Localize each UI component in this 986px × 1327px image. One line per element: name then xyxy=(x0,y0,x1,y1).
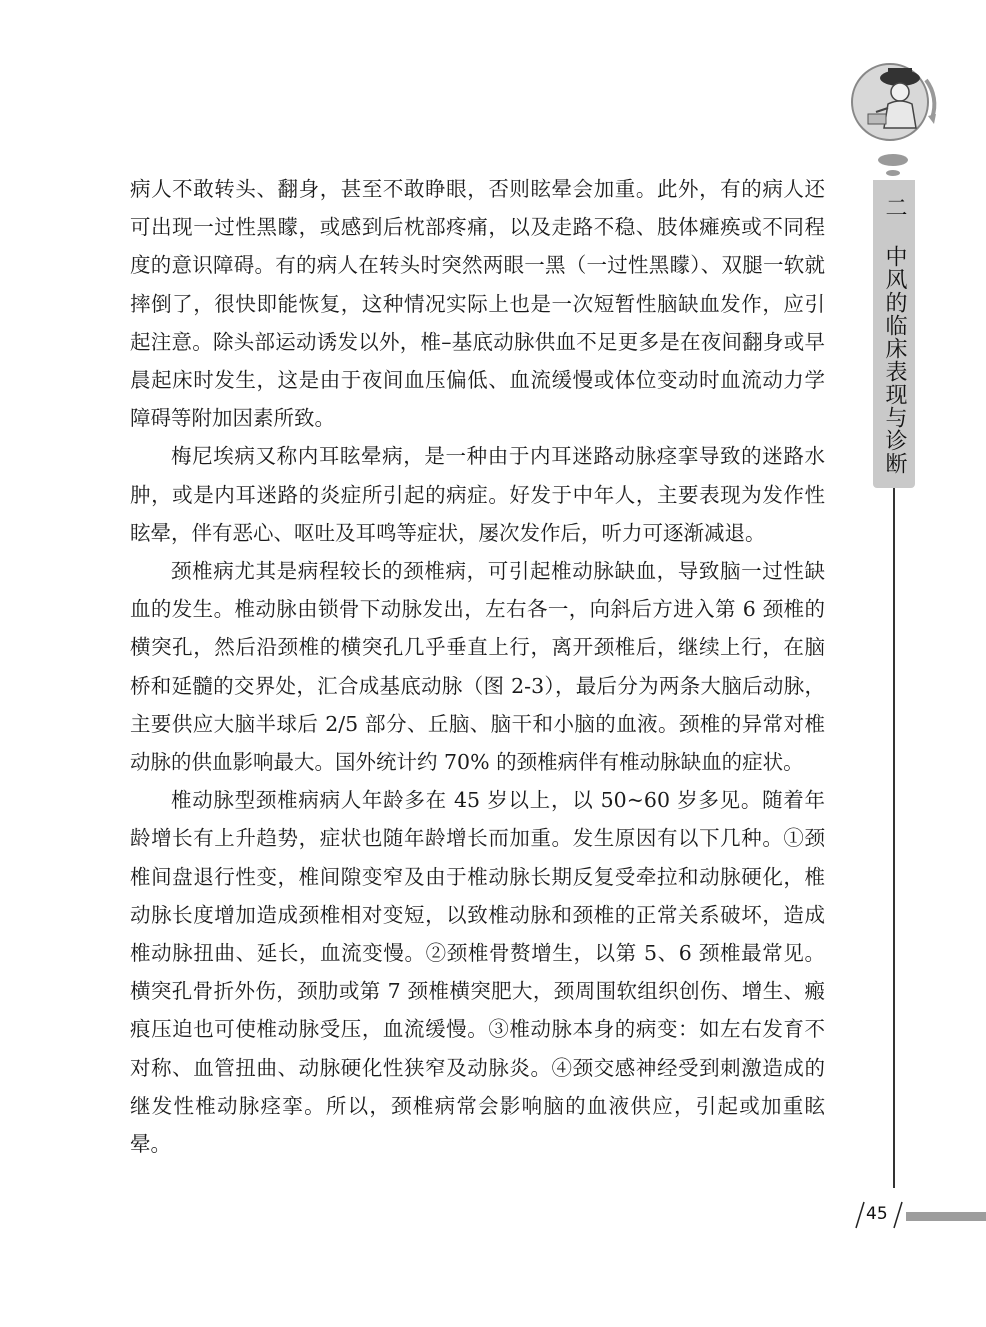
mascot-doctor-illustration xyxy=(848,58,948,148)
paragraph-2: 梅尼埃病又称内耳眩晕病，是一种由于内耳迷路动脉痉挛导致的迷路水肿，或是内耳迷路的炎症所引起的病症。好发于中年人，主要表现为发作性眩晕，伴有恶心、呕吐及耳鸣等症状，屡次发作后，听力可逐渐减退。 xyxy=(130,444,825,545)
page-number-bar xyxy=(906,1212,986,1221)
chapter-title: 二 中风的临床表现与诊断 xyxy=(882,196,907,475)
paragraph-1: 病人不敢转头、翻身，甚至不敢睁眼，否则眩晕会加重。此外，有的病人还可出现一过性黑矇，或感到后枕部疼痛，以及走路不稳、肢体瘫痪或不同程度的意识障碍。有的病人在转头时突然两眼一黑（一过性黑矇）、双腿一软就摔倒了，很快即能恢复，这种情况实际上也是一次短暂性脑缺血发作，应引起注意。除头部运动诱发以外，椎–基底动脉供血不足更多是在夜间翻身或早晨起床时发生，这是由于夜间血压偏低、血流缓慢或体位变动时血流动力学障碍等附加因素所致。 xyxy=(130,177,825,431)
chapter-side-tab xyxy=(873,180,915,488)
paragraph-3: 颈椎病尤其是病程较长的颈椎病，可引起椎动脉缺血，导致脑一过性缺血的发生。椎动脉由锁骨下动脉发出，左右各一，向斜后方进入第 6 颈椎的横突孔，然后沿颈椎的横突孔几乎垂直上行，离开颈椎后，继续上行，在脑桥和延髓的交界处，汇合成基底动脉（图 2-3），最后分为两条大脑后动脉，主要供应大脑半球后 2/5 部分、丘脑、脑干和小脑的血液。颈椎的异常对椎动脉的供血影响最大。国外统计约 70% 的颈椎病伴有椎动脉缺血的症状。 xyxy=(130,559,825,775)
paragraph-4: 椎动脉型颈椎病病人年龄多在 45 岁以上，以 50~60 岁多见。随着年龄增长有上升趋势，症状也随年龄增长而加重。发生原因有以下几种。①颈椎间盘退行性变，椎间隙变窄及由于椎动脉长期反复受牵拉和动脉硬化，椎动脉长度增加造成颈椎相对变短，以致椎动脉和颈椎的正常关系破坏，造成椎动脉扭曲、延长，血流变慢。②颈椎骨赘增生，以第 5、6 颈椎最常见。横突孔骨折外伤，颈肋或第 7 颈椎横突肥大，颈周围软组织创伤、增生、瘢痕压迫也可使椎动脉受压，血流缓慢。③椎动脉本身的病变：如左右发育不对称、血管扭曲、动脉硬化性狭窄及动脉炎。④颈交感神经受到刺激造成的继发性椎动脉痉挛。所以，颈椎病常会影响脑的血液供应，引起或加重眩晕。 xyxy=(130,788,825,1157)
decorative-dot-large xyxy=(878,154,908,166)
decorative-dot-small xyxy=(886,170,900,176)
page-number-block xyxy=(852,1198,986,1234)
page-body xyxy=(130,170,825,1163)
page-number: 45 xyxy=(866,1204,888,1224)
side-divider-line xyxy=(893,488,895,1188)
